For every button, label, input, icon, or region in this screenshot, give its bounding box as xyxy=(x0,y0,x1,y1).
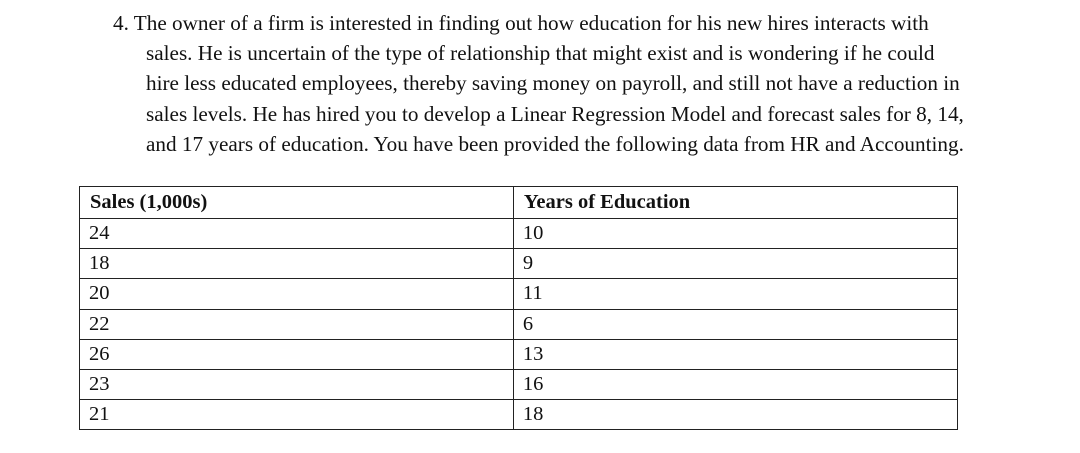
question-line: sales levels. He has hired you to develop a Linear Regression Model and forecast sales for 8, 14, xyxy=(146,101,964,126)
question-line: sales. He is uncertain of the type of relationship that might exist and is wondering if he could xyxy=(146,41,935,66)
cell-sales: 23 xyxy=(80,369,514,399)
cell-years: 13 xyxy=(513,339,957,369)
table-header-row xyxy=(80,187,958,219)
question-text xyxy=(113,8,1013,159)
cell-years: 10 xyxy=(513,219,957,249)
table-row xyxy=(80,309,958,339)
cell-sales: 21 xyxy=(80,400,514,430)
cell-years: 18 xyxy=(513,400,957,430)
cell-sales: 20 xyxy=(80,279,514,309)
header-years-of-education: Years of Education xyxy=(513,187,957,219)
sales-education-table xyxy=(79,186,958,430)
cell-years: 11 xyxy=(513,279,957,309)
cell-years: 9 xyxy=(513,249,957,279)
cell-years: 6 xyxy=(513,309,957,339)
table-row xyxy=(80,249,958,279)
question-line: and 17 years of education. You have been provided the following data from HR and Accounting. xyxy=(146,131,964,156)
cell-sales: 22 xyxy=(80,309,514,339)
question-line: hire less educated employees, thereby saving money on payroll, and still not have a reduction in xyxy=(146,71,960,96)
cell-years: 16 xyxy=(513,369,957,399)
table-row xyxy=(80,339,958,369)
cell-sales: 26 xyxy=(80,339,514,369)
question-line: 4. The owner of a firm is interested in finding out how education for his new hires interacts with xyxy=(113,11,929,35)
cell-sales: 24 xyxy=(80,219,514,249)
table-row xyxy=(80,279,958,309)
table-row xyxy=(80,369,958,399)
cell-sales: 18 xyxy=(80,249,514,279)
table-row xyxy=(80,219,958,249)
header-sales: Sales (1,000s) xyxy=(80,187,514,219)
table-row xyxy=(80,400,958,430)
